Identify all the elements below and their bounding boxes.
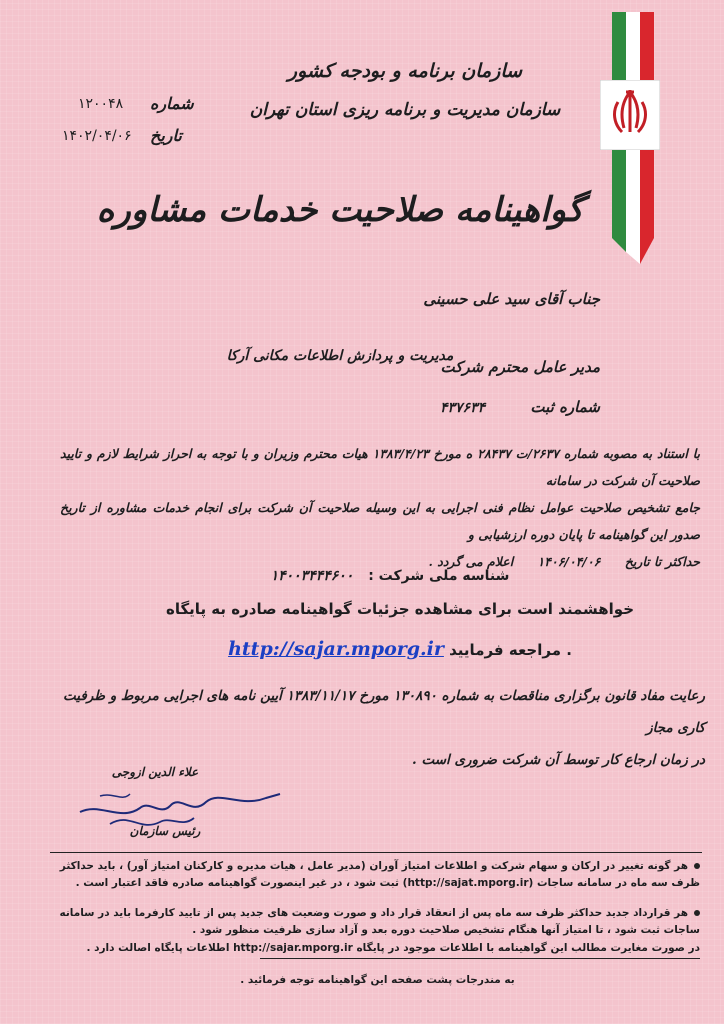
- footer-divider: [50, 852, 702, 853]
- compliance-line-1: رعایت مفاد قانون برگزاری مناقصات به شماره ۱۳۰۸۹۰ مورخ ۱۳۸۳/۱۱/۱۷ آیین نامه های اجرایی مربوط و ظرفیت کاری مجاز: [63, 688, 705, 736]
- registration-label: شماره ثبت: [530, 398, 600, 416]
- bullet-icon: [694, 910, 700, 916]
- certificate-body: [60, 440, 700, 575]
- compliance-text: [55, 680, 705, 776]
- footer-back-note: به مندرجات پشت صفحه این گواهینامه توجه فرمائید .: [240, 974, 515, 986]
- registration-value: ۴۳۷۶۳۴: [440, 400, 486, 416]
- body-line-3-suffix: اعلام می گردد .: [428, 554, 514, 569]
- role-label: مدیر عامل محترم شرکت: [440, 358, 600, 376]
- national-id-label: شناسه ملی شرکت :: [368, 568, 510, 584]
- sajar-link[interactable]: http://sajar.mporg.ir: [228, 638, 444, 660]
- body-line-2: جامع تشخیص صلاحیت عوامل نظام فنی اجرایی به این وسیله صلاحیت آن شرکت برای انجام خدمات مشاوره از تاریخ صدور این گواهینامه تا پایان دوره ارزشیابی و: [60, 500, 700, 542]
- org-name-secondary: سازمان مدیریت و برنامه ریزی استان تهران: [249, 100, 561, 120]
- signer-name: علاء الدین ازوجی: [111, 765, 199, 779]
- org-name-primary: سازمان برنامه و بودجه کشور: [287, 60, 523, 82]
- footer-bullet-2-text: هر قرارداد جدید حداکثر ظرف سه ماه پس از انعقاد قرار داد و صورت وضعیت های جدید پس از تایید کارفرما باید در سامانه ساجات ثبت شود ، تا امتیاز آنها هنگام تشخیص صلاحیت دوره بعد و آزاد سازی ظرفیت منظور شود .: [59, 907, 700, 936]
- national-id-value: ۱۴۰۰۳۴۴۴۶۰۰: [270, 568, 354, 584]
- date-label: تاریخ: [150, 126, 182, 145]
- body-line-3-prefix: حداکثر تا تاریخ: [624, 554, 700, 569]
- signer-title: رئیس سازمان: [129, 824, 201, 838]
- notice-line-2-suffix: مراجعه فرمایید .: [449, 641, 572, 659]
- iran-emblem-icon: [600, 80, 660, 150]
- footer-underline: [260, 958, 700, 959]
- expiry-date: ۱۴۰۶/۰۴/۰۶: [537, 554, 601, 569]
- national-id: [240, 568, 540, 584]
- footer-validity-note: در صورت مغایرت مطالب این گواهینامه با اطلاعات موجود در پایگاه http://sajar.mporg.ir اطلاعات پایگاه اصالت دارد .: [86, 942, 700, 954]
- date-value: ۱۴۰۲/۰۴/۰۶: [62, 128, 132, 144]
- company-name: مدیریت و پردازش اطلاعات مکانی آرکا: [226, 348, 454, 364]
- recipient-salutation: جناب آقای سید علی حسینی: [423, 290, 600, 308]
- footer-bullet-1-text: هر گونه تغییر در ارکان و سهام شرکت و اطلاعات امتیاز آوران (مدیر عامل ، هیات مدیره و کارکنان امتیاز آور) ، باید حداکثر ظرف سه ماه در سامانه ساجات (http://sajat.mporg.ir) ثبت شود ، در غیر اینصورت گواهینامه صادره فاقد اعتبار است .: [59, 860, 700, 889]
- bullet-icon: [694, 863, 700, 869]
- footer-bullet-2: [55, 905, 700, 939]
- notice-line-1: خواهشمند است برای مشاهده جزئیات گواهینامه صادره به پایگاه: [165, 600, 635, 618]
- number-value: ۱۲۰۰۴۸: [78, 96, 124, 112]
- notice-line-2: [200, 638, 600, 660]
- compliance-line-2: در زمان ارجاع کار توسط آن شرکت ضروری است .: [412, 752, 705, 768]
- body-line-1: با استناد به مصوبه شماره ۲۶۳۷/ت ۲۸۴۳۷ ه مورخ ۱۳۸۳/۴/۲۳ هیات محترم وزیران و با توجه به احراز شرایط لازم و تایید صلاحیت آن شرکت در سامانه: [60, 446, 700, 488]
- certificate-title: گواهینامه صلاحیت خدمات مشاوره: [96, 190, 584, 230]
- footer-bullet-1: [55, 858, 700, 892]
- number-label: شماره: [150, 94, 194, 113]
